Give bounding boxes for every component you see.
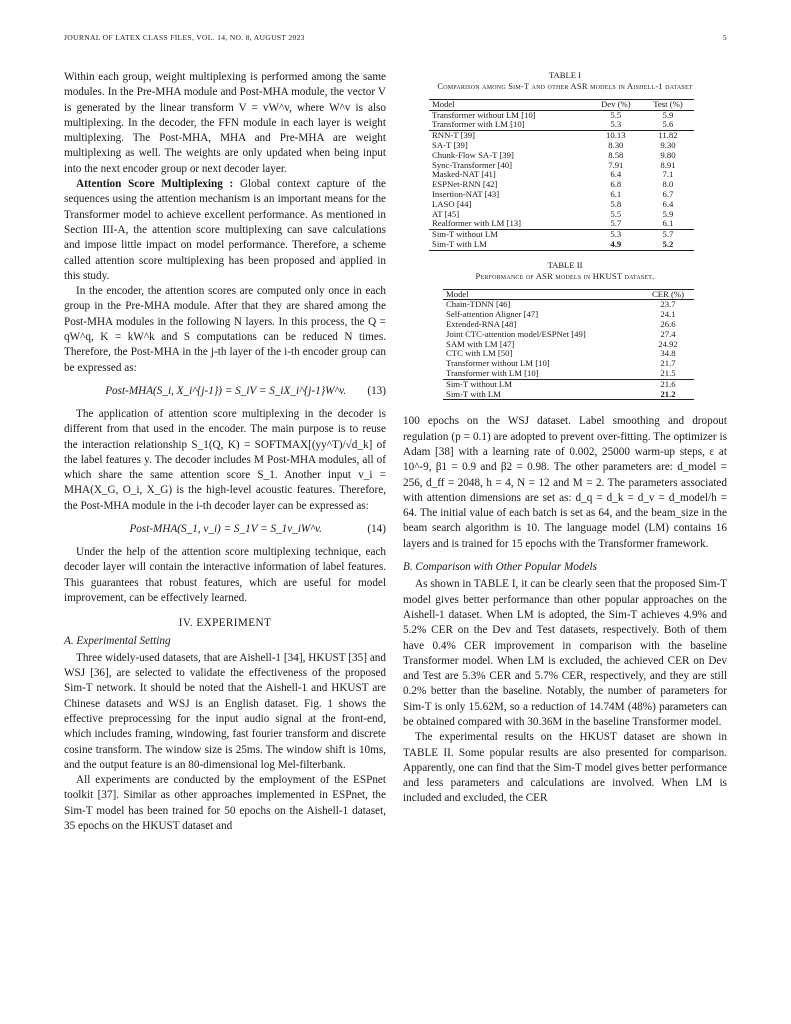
- table-cell: 5.7: [642, 230, 694, 240]
- table-cell: 6.7: [662, 188, 674, 199]
- table2-caption: [403, 260, 727, 283]
- page-number: 5: [722, 33, 727, 42]
- table-cell: 24.92: [658, 338, 678, 349]
- table-cell: 9.80: [660, 149, 676, 160]
- table-cell: 8.91: [660, 159, 676, 170]
- table-cell: 6.1: [662, 218, 674, 229]
- table-row: [429, 131, 694, 141]
- table1: [429, 99, 694, 251]
- equation-number: (14): [367, 522, 386, 535]
- paragraph: 100 epochs on the WSJ dataset. Label smoothing and dropout regulation (p = 0.1) are adopted to prevent over-fitting. The optimizer is Adam [38] with a learning rate of 0.002, 25000 warm-up steps, ε at 10^-9, β1 = 0.9 and β2 = 0.98. The other parameters are: d_model = 256, d_ff = 2048, h = 4, N = 12 and M = 2. The parameters associated with attention dimensions are set as: d_q = d_k = d_v = d_model/h = 64. The initial value of each batch is set as 64, and the beam_size in the beam search algorithm is 10. The language model (LM) contains 16 layers and is trained for 15 epochs with the Transformer framework.: [403, 415, 727, 550]
- table-cell: Transformer without LM [10]: [446, 358, 550, 369]
- table-cell: 8.30: [608, 140, 624, 150]
- left-column: [64, 70, 386, 834]
- equation-13: [64, 376, 386, 407]
- table-cell: 5.8: [610, 198, 622, 209]
- table-cell: CTC with LM [50]: [446, 348, 513, 359]
- table-cell: Sim-T without LM: [429, 230, 590, 240]
- table-cell: 21.5: [660, 367, 676, 378]
- table-row: [429, 240, 694, 250]
- paragraph: The application of attention score multiplexing in the decoder is different from that used in the encoder. The main purpose is to reuse the interaction relationship S_1(Q, K) = SOFTMAX[(yy^T)/√d_k] of the label features y. The decoder includes M Post-MHA modules, all of which share the same attention score S_1. Another input v_i = MHA(X_G, O_i, X_G) is the high-level acoustic features. Therefore, the Post-MHA module in the i-th decoder layer can be expressed as:: [64, 407, 386, 512]
- section-heading: IV. EXPERIMENT: [178, 617, 272, 630]
- table-cell: 24.1: [660, 309, 676, 320]
- right-column: [403, 70, 727, 807]
- table-header-cell: CER (%): [642, 289, 694, 300]
- table-cell: RNN-T [39]: [429, 131, 590, 141]
- equation-body: Post-MHA(S_i, X_i^{j-1}) = S_iV = S_iX_i^{j-1}W^v.: [105, 384, 347, 397]
- table-header-cell: Model: [429, 99, 590, 110]
- table-cell: Sim-T with LM: [443, 390, 642, 400]
- table-cell: 6.8: [610, 179, 622, 190]
- table-cell: 5.9: [662, 208, 674, 219]
- table-cell: Sim-T with LM: [429, 240, 590, 250]
- table-cell: 21.6: [642, 379, 694, 389]
- paragraph: Within each group, weight multiplexing is performed among the same modules. In the Pre-MHA module and Post-MHA module, the vector V is generated by the linear transform V = vW^v, where W^v is also multiplexing. In the decoder, the FFN module in each layer is weight multiplexing. The Post-MHA, MHA and Pre-MHA are weight multiplexing as well. The weights are only updated when being input into the next encoder group or next decoder layer.: [64, 71, 386, 175]
- subsection-heading: B. Comparison with Other Popular Models: [403, 561, 597, 574]
- table-cell: Extended-RNA [48]: [446, 318, 517, 329]
- table-row: [443, 369, 694, 379]
- table-cell: LASO [44]: [432, 198, 472, 209]
- paragraph-heading: Attention Score Multiplexing :: [76, 178, 234, 191]
- table-cell: 6.4: [662, 198, 674, 209]
- table-cell: 27.4: [660, 328, 676, 339]
- table-cell: Transformer without LM [10]: [432, 109, 536, 120]
- table-row: [443, 390, 694, 400]
- table-cell: Joint CTC-attention model/ESPNet [49]: [446, 328, 586, 339]
- table-row: [429, 200, 694, 210]
- paragraph: All experiments are conducted by the employment of the ESPnet toolkit [37]. Similar as other approaches implemented in ESPnet, the Sim-T model has been trained for 50 epochs on the Aishell-1 dataset, 35 epochs on the HKUST dataset and: [64, 774, 386, 833]
- table-cell: Insertion-NAT [43]: [432, 188, 500, 199]
- table1-title: Comparison among Sim-T and other ASR models in Aishell-1 dataset: [437, 81, 693, 92]
- table-cell: Sync-Transformer [40]: [432, 159, 513, 170]
- table-cell: ESPNet-RNN [42]: [432, 179, 498, 190]
- table-cell: 5.2: [642, 240, 694, 250]
- table-cell: Self-attention Aligner [47]: [446, 309, 539, 320]
- table-cell: 26.6: [660, 318, 676, 329]
- table1-caption: [403, 70, 727, 93]
- table-cell: 11.82: [642, 131, 694, 141]
- table-cell: 7.91: [608, 159, 624, 170]
- table-cell: Masked-NAT [41]: [432, 169, 496, 180]
- table-cell: Transformer with LM [10]: [446, 367, 539, 378]
- paragraph: Three widely-used datasets, that are Aishell-1 [34], HKUST [35] and WSJ [36], are selected to validate the effectiveness of the proposed Sim-T network. It should be noted that the Aishell-1 and HKUST are Chinese datasets and WSJ is an English dataset. Fig. 1 shows the effective preprocessing for the input audio signal at the front-end, which includes framing, windowing, fast fourier transform and discrete cosine transform. The window size is 25ms. The window shift is 10ms, and the output feature is an 80-dimensional log Mel-filterbank.: [64, 651, 386, 771]
- table-cell: 6.4: [610, 169, 622, 180]
- running-header: [64, 33, 727, 42]
- table-cell: 5.7: [610, 218, 622, 229]
- table-cell: 5.5: [610, 208, 622, 219]
- table-cell: 4.9: [590, 240, 642, 250]
- paragraph: Under the help of the attention score multiplexing technique, each decoder layer will contain the interactive information of label features. This guarantees that robust features, which are useful for model improvement, can be effectively learned.: [64, 546, 386, 604]
- table-cell: SA-T [39]: [432, 140, 468, 150]
- table-cell: 10.13: [590, 131, 642, 141]
- equation-body: Post-MHA(S_1, v_i) = S_1V = S_1v_iW^v.: [129, 522, 322, 535]
- table-cell: Chain-TDNN [46]: [446, 299, 511, 310]
- table-cell: 34.8: [660, 348, 676, 359]
- table-header-cell: Dev (%): [590, 99, 642, 110]
- table-row: [429, 120, 694, 130]
- paragraph: [64, 177, 386, 284]
- table-header-cell: Model: [443, 289, 642, 300]
- table1-label: TABLE I: [548, 70, 581, 80]
- table-cell: 8.0: [662, 179, 674, 190]
- table-cell: 5.6: [662, 119, 674, 130]
- paragraph: The experimental results on the HKUST dataset are shown in TABLE II. Some popular results are also presented for comparison. Apparently, one can find that the Sim-T model gives better performance and less parameters and calculations are involved. When LM is included and excluded, the CER: [403, 731, 727, 805]
- paragraph: As shown in TABLE I, it can be clearly seen that the proposed Sim-T model gives better performance than other popular approaches on the Aishell-1 dataset. When LM is adopted, the Sim-T achieves 4.9% and 5.2% CER on the Dev and Test datasets, respectively. Both of them have 0.4% CER improvement in comparison with the baseline Transformer model. When LM is excluded, the achieved CER on Dev and Test are 5.3% CER and 5.7% CER, respectively, and they are still 0.2% better than the baseline. Notably, the number of parameters for Sim-T is only 15.62M, so a reduction of 14.74M (48%) parameters can be obtained compared with 30.36M in the baseline Transformer model.: [403, 578, 727, 728]
- subsection-heading: A. Experimental Setting: [64, 634, 171, 647]
- table-cell: 5.3: [610, 119, 622, 130]
- paragraph-text: Global context capture of the sequences using the attention mechanism is an important means for the Transformer model to achieve excellent performance. As mentioned in Section III-A, the attention score multiplexing can save calculations and impose little impact on model performance. Therefore, a scheme called attention score multiplexing has been proposed and applied in this study.: [64, 178, 387, 282]
- table-cell: 21.7: [660, 358, 676, 369]
- table-cell: Realformer with LM [13]: [432, 218, 522, 229]
- table2: [443, 289, 694, 401]
- table2-title: Performance of ASR models in HKUST dataset.: [475, 271, 655, 282]
- table-cell: 8.58: [608, 149, 624, 160]
- table-row: [443, 379, 694, 389]
- paragraph: In the encoder, the attention scores are computed only once in each group in the Pre-MHA module. After that they are shared among the Post-MHA modules in the following N layers. In this process, the Q = qW^q, K = kW^k and S computations can be reduced N times. Therefore, the Post-MHA in the j-th layer of the i-th encoder group can be expressed as:: [64, 285, 386, 374]
- table2-label: TABLE II: [547, 259, 583, 270]
- table-cell: 23.7: [660, 299, 676, 310]
- journal-header: JOURNAL OF LATEX CLASS FILES, VOL. 14, NO. 8, AUGUST 2023: [64, 33, 305, 42]
- table-cell: AT [45]: [432, 208, 460, 219]
- equation-number: (13): [367, 384, 386, 397]
- table-cell: Chunk-Flow SA-T [39]: [432, 149, 514, 160]
- table-cell: 9.30: [660, 140, 676, 150]
- table-cell: 5.3: [590, 230, 642, 240]
- table-cell: 21.2: [642, 390, 694, 400]
- table-cell: Transformer with LM [10]: [432, 119, 525, 130]
- table-cell: 6.1: [610, 188, 622, 199]
- table-cell: Sim-T without LM: [443, 379, 642, 389]
- table-cell: 5.5: [610, 109, 622, 120]
- equation-14: [64, 514, 386, 545]
- table-header-cell: Test (%): [642, 99, 694, 110]
- table-cell: 7.1: [662, 169, 674, 180]
- table-cell: 5.9: [662, 109, 674, 120]
- table-cell: SAM with LM [47]: [446, 338, 515, 349]
- table-row: [429, 219, 694, 229]
